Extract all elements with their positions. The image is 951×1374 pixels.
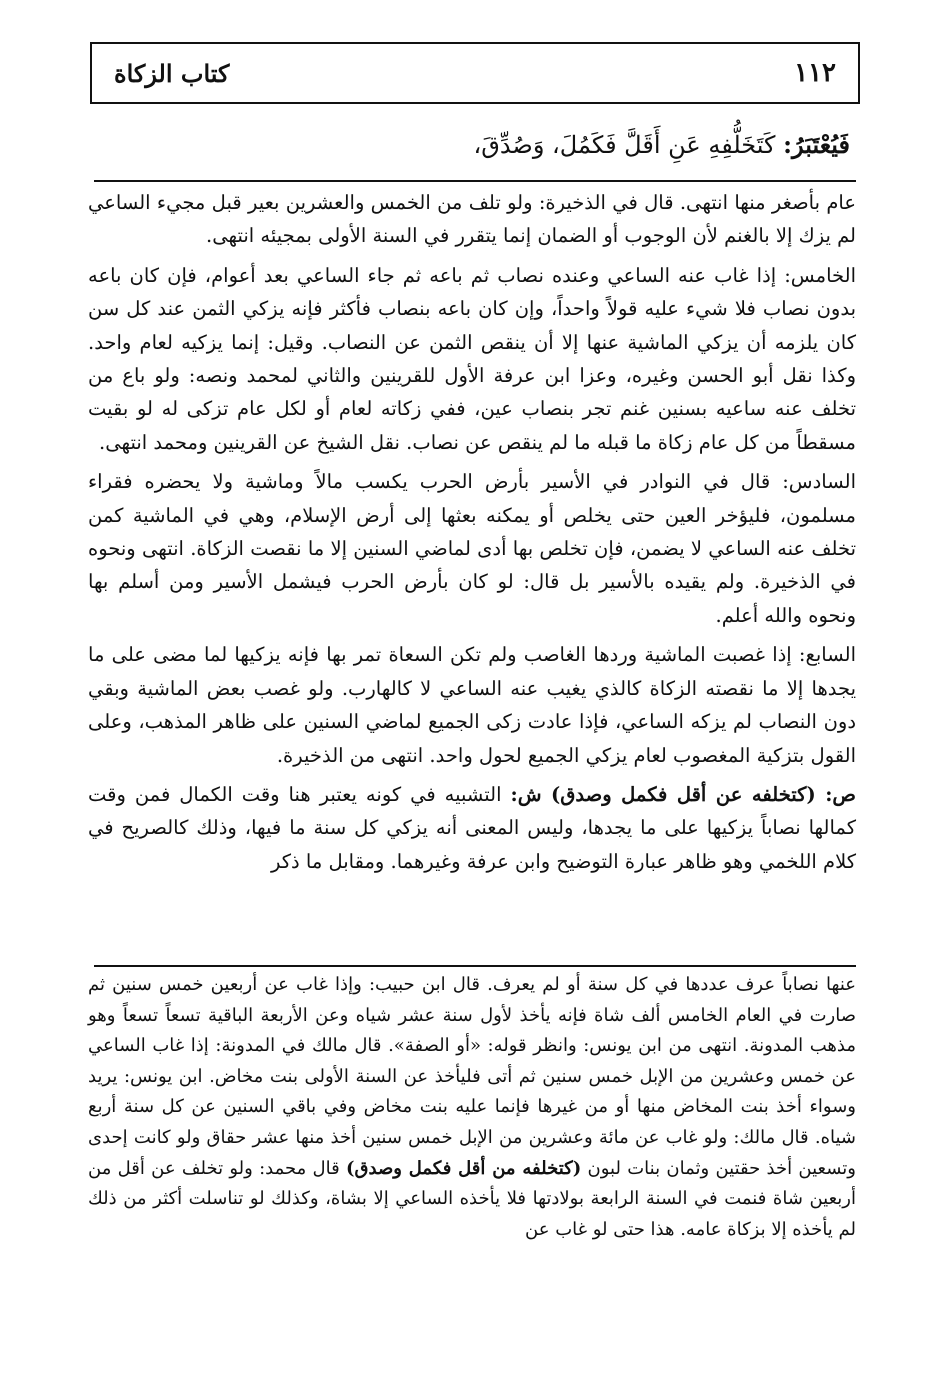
verse-text: كَتَخَلُّفِهِ عَنِ أَقَلَّ فَكَمُلَ، وَصُدِّقَ، — [473, 131, 776, 159]
main-text — [88, 186, 856, 884]
main-paragraph-5-lead: ص: (كتخلفه عن أقل فكمل وصدق) ش: — [510, 782, 856, 806]
main-paragraph-4: السابع: إذا غصبت الماشية وردها الغاصب ولم تكن السعاة تمر بها فإنه يزكيها لما مضى على ما يجدها إلا ما نقصته الزكاة كالذي يغيب عنه الساعي لا كالهارب. ولو غصب بعض الماشية وبقي دون النصاب لم يزكه الساعي، فإذا عادت زكى الجميع لماضي السنين على ظاهر المذهب، وعلى القول بتزكية المغصوب لعام يزكي الجميع لحول واحد. انتهى من الذخيرة. — [88, 643, 857, 767]
page-number: ١١٢ — [794, 58, 836, 88]
main-paragraph-5 — [88, 778, 856, 878]
top-divider — [94, 180, 856, 182]
footnote-paragraph — [88, 970, 856, 1245]
footnote-divider — [94, 965, 856, 967]
main-paragraph-1: عام بأصغر منها انتهى. قال في الذخيرة: ولو تلف من الخمس والعشرين بعير قبل مجيء الساعي لم يزك إلا بالغنم لأن الوجوب أو الضمان إنما يتقرر في السنة الأولى بمجيئه انتهى. — [88, 191, 856, 248]
main-paragraph-2: الخامس: إذا غاب عنه الساعي وعنده نصاب ثم باعه ثم جاء الساعي بعد أعوام، فإن كان باعه بدون نصاب فلا شيء عليه قولاً واحداً، وإن كان باعه بنصاب فأكثر فإنه يزكي الثمن عند كل سن كان يلزمه أن يزكي الماشية عنها إلا أن ينقص الثمن عن النصاب. وقيل: إنما يزكيه لعام واحد. وكذا نقل أبو الحسن وغيره، وعزا ابن عرفة الأول للقرينين والثاني لمحمد ونصه: ولو باع من تخلف عنه ساعيه بسنين غنم تجر بنصاب عين، ففي زكاته لعام أو لكل عام تزكى له لو بقيت مسقطاً من كل عام زكاة ما قبله ما لم ينقص عن نصاب. نقل الشيخ عن القرينين ومحمد انتهى. — [88, 263, 856, 454]
footnote-bold-quote: (كتخلفه من أقل فكمل وصدق) — [346, 1157, 582, 1179]
book-title: كتاب الزكاة — [114, 58, 230, 88]
main-paragraph-3: السادس: قال في النوادر في الأسير بأرض الحرب يكسب مالاً وماشية ولا يحضره فقراء مسلمون، فليؤخر العين حتى يخلص أو يمكنه بعثها إلى أرض الإسلام، وهي في الماشية كمن تخلف عنه الساعي لا يضمن، فإن تخلص بها أدى لماضي السنين إلا ما نقصت الزكاة. انتهى ونحوه في الذخيرة. ولم يقيده بالأسير بل قال: لو كان بأرض الحرب فيشمل الأسير ومن أسلم بها ونحوه والله أعلم. — [88, 470, 856, 627]
matn-verse — [100, 126, 850, 164]
main-paragraph-5-text: التشبيه في كونه يعتبر هنا وقت الكمال فمن وقت كمالها نصاباً يزكيها على ما يجدها، وليس المعنى أنه يزكي كل سنة ما فيها، وذلك كالصريح في كلام اللخمي وهو ظاهر عبارة التوضيح وابن عرفة وغيرهما. ومقابل ما ذكر — [88, 782, 856, 873]
footnote-part-1: عنها نصاباً عرف عددها في كل سنة أو لم يعرف. قال ابن حبيب: وإذا غاب عن أربعين خمس سنين ثم صارت في العام الخامس ألف شاة فإنه يأخذ لأول سنة عشر شياه وعن الأربعة الباقية تسعاً تسعاً وهو مذهب المدونة. انتهى من ابن يونس: وانظر قوله: «أو الصفة». قال مالك في المدونة: إذا غاب الساعي عن خمس وعشرين من الإبل خمس سنين ثم أتى فليأخذ عن السنة الأولى بنت مخاض. ابن يونس: يريد وسواء أخذ بنت المخاض منها أو من غيرها فإنما عليه بنت مخاض وفي باقي السنين عن كل سنة أربع شياه. قال مالك: ولو غاب عن مائة وعشرين من الإبل خمس سنين أخذ منها عشر حقاق ولو كانت إحدى وتسعين أخذ حقتين وثمان بنات لبون — [88, 974, 856, 1179]
verse-lead: فَيُعْتَبَرُ: — [783, 130, 850, 159]
footnote-text — [88, 970, 856, 1245]
footnote-part-2: قال محمد: ولو تخلف عن أقل من أربعين شاة فنمت في السنة الرابعة بولادتها فلا يأخذه الساعي إلا بشاة، وكذلك لو تناسلت أكثر من ذلك لم يأخذه إلا بزكاة عامه. هذا حتى لو غاب عن — [88, 1157, 856, 1240]
page-header — [90, 42, 860, 104]
